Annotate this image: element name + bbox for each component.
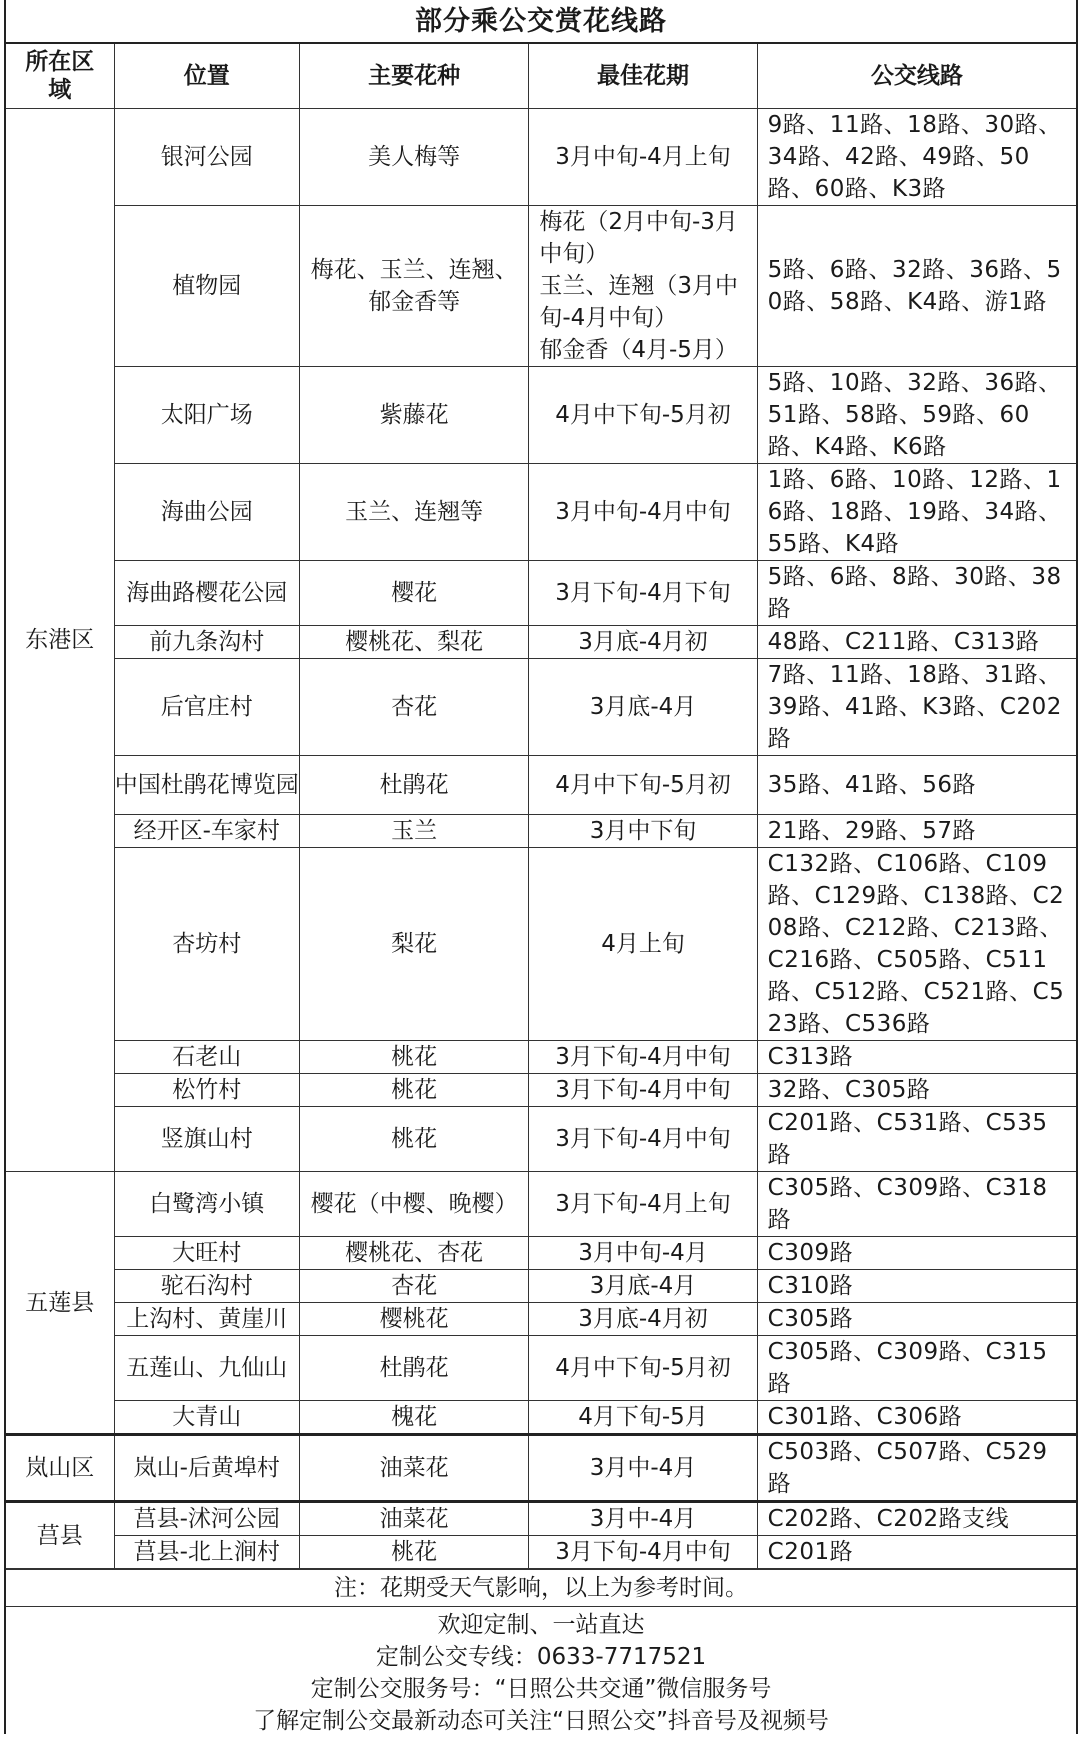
location-cell: 海曲路樱花公园 — [114, 561, 299, 626]
location-cell: 莒县-沭河公园 — [114, 1502, 299, 1536]
footer-line: 定制公交服务号：“日照公共交通”微信服务号 — [310, 1676, 772, 1702]
period-cell: 4月上旬 — [529, 848, 757, 1041]
region-cell: 莒县 — [6, 1502, 114, 1569]
period-cell: 3月中-4月 — [529, 1435, 757, 1502]
flowers-cell: 樱花（中樱、晚樱） — [299, 1172, 528, 1237]
location-cell: 松竹村 — [114, 1074, 299, 1107]
period-cell: 3月底-4月初 — [529, 626, 757, 659]
route-sheet — [4, 0, 1078, 1734]
period-cell: 3月下旬-4月中旬 — [529, 1107, 757, 1172]
period-cell: 3月下旬-4月上旬 — [529, 1172, 757, 1237]
location-cell: 石老山 — [114, 1041, 299, 1074]
table-row — [6, 1107, 1076, 1172]
flowers-cell: 桃花 — [299, 1536, 528, 1569]
routes-cell: C202路、C202路支线 — [757, 1502, 1076, 1536]
period-cell: 3月中-4月 — [529, 1502, 757, 1536]
routes-cell: C313路 — [757, 1041, 1076, 1074]
flowers-cell: 杏花 — [299, 1270, 528, 1303]
header-location: 位置 — [114, 44, 299, 109]
period-cell: 3月下旬-4月下旬 — [529, 561, 757, 626]
routes-cell: 48路、C211路、C313路 — [757, 626, 1076, 659]
footnote: 注：花期受天气影响，以上为参考时间。 — [6, 1569, 1076, 1607]
location-cell: 驼石沟村 — [114, 1270, 299, 1303]
period-cell: 4月中下旬-5月初 — [529, 1336, 757, 1401]
table-header-row — [6, 44, 1076, 109]
period-cell: 3月中旬-4月上旬 — [529, 109, 757, 206]
period-cell: 3月中下旬 — [529, 815, 757, 848]
table-row — [6, 659, 1076, 756]
period-cell: 4月中下旬-5月初 — [529, 367, 757, 464]
period-cell: 3月中旬-4月中旬 — [529, 464, 757, 561]
region-cell: 五莲县 — [6, 1172, 114, 1435]
period-line: 梅花（2月中旬-3月中旬） — [539, 209, 738, 267]
routes-cell: C132路、C106路、C109路、C129路、C138路、C208路、C212路、C213路、C216路、C505路、C511路、C512路、C521路、C523路、C536路 — [757, 848, 1076, 1041]
table-row — [6, 1237, 1076, 1270]
location-cell: 中国杜鹃花博览园 — [114, 756, 299, 815]
location-cell: 植物园 — [114, 206, 299, 367]
table-row — [6, 1270, 1076, 1303]
table-row — [6, 1336, 1076, 1401]
flowers-cell: 樱桃花、梨花 — [299, 626, 528, 659]
routes-cell: C201路、C531路、C535路 — [757, 1107, 1076, 1172]
table-row — [6, 1303, 1076, 1336]
period-line: 玉兰、连翘（3月中旬-4月中旬） — [539, 273, 738, 331]
flowers-cell: 梨花 — [299, 848, 528, 1041]
period-line: 郁金香（4月-5月） — [539, 337, 738, 363]
location-cell: 海曲公园 — [114, 464, 299, 561]
header-routes: 公交线路 — [757, 44, 1076, 109]
location-cell: 白鹭湾小镇 — [114, 1172, 299, 1237]
table-row — [6, 1074, 1076, 1107]
table-row — [6, 1041, 1076, 1074]
routes-cell: 1路、6路、10路、12路、16路、18路、19路、34路、55路、K4路 — [757, 464, 1076, 561]
routes-cell: C503路、C507路、C529路 — [757, 1435, 1076, 1502]
routes-cell: 21路、29路、57路 — [757, 815, 1076, 848]
flowers-cell: 紫藤花 — [299, 367, 528, 464]
table-row — [6, 1502, 1076, 1536]
footer-line: 了解定制公交最新动态可关注“日照公交”抖音号及视频号 — [253, 1708, 829, 1734]
routes-cell: C301路、C306路 — [757, 1401, 1076, 1435]
table-row — [6, 848, 1076, 1041]
table-row — [6, 109, 1076, 206]
table-row — [6, 1536, 1076, 1569]
period-cell — [529, 206, 757, 367]
routes-cell: C310路 — [757, 1270, 1076, 1303]
header-region: 所在区域 — [6, 44, 114, 109]
table-row — [6, 206, 1076, 367]
flowers-cell: 杏花 — [299, 659, 528, 756]
table-row — [6, 367, 1076, 464]
routes-cell: 35路、41路、56路 — [757, 756, 1076, 815]
period-cell: 3月底-4月 — [529, 1270, 757, 1303]
flower-route-table — [6, 44, 1076, 1569]
period-cell: 4月中下旬-5月初 — [529, 756, 757, 815]
location-cell: 五莲山、九仙山 — [114, 1336, 299, 1401]
table-row — [6, 1435, 1076, 1502]
location-cell: 竖旗山村 — [114, 1107, 299, 1172]
period-cell: 3月底-4月 — [529, 659, 757, 756]
header-period: 最佳花期 — [529, 44, 757, 109]
location-cell: 后官庄村 — [114, 659, 299, 756]
flowers-cell: 樱桃花 — [299, 1303, 528, 1336]
footer — [6, 1607, 1076, 1737]
flowers-cell: 樱花 — [299, 561, 528, 626]
table-row — [6, 1401, 1076, 1435]
routes-cell: 7路、11路、18路、31路、39路、41路、K3路、C202路 — [757, 659, 1076, 756]
table-row — [6, 626, 1076, 659]
routes-cell: 5路、6路、8路、30路、38路 — [757, 561, 1076, 626]
period-cell: 3月下旬-4月中旬 — [529, 1074, 757, 1107]
flowers-cell: 梅花、玉兰、连翘、郁金香等 — [299, 206, 528, 367]
routes-cell: C305路 — [757, 1303, 1076, 1336]
period-cell: 3月下旬-4月中旬 — [529, 1041, 757, 1074]
location-cell: 前九条沟村 — [114, 626, 299, 659]
period-cell: 3月底-4月初 — [529, 1303, 757, 1336]
location-cell: 银河公园 — [114, 109, 299, 206]
page-title: 部分乘公交赏花线路 — [6, 0, 1076, 44]
table-row — [6, 756, 1076, 815]
flowers-cell: 杜鹃花 — [299, 756, 528, 815]
location-cell: 大青山 — [114, 1401, 299, 1435]
location-cell: 杏坊村 — [114, 848, 299, 1041]
footer-line: 定制公交专线：0633-7717521 — [375, 1644, 707, 1670]
flowers-cell: 杜鹃花 — [299, 1336, 528, 1401]
region-cell: 岚山区 — [6, 1435, 114, 1502]
routes-cell: 5路、10路、32路、36路、51路、58路、59路、60路、K4路、K6路 — [757, 367, 1076, 464]
location-cell: 经开区-车家村 — [114, 815, 299, 848]
routes-cell: C309路 — [757, 1237, 1076, 1270]
flowers-cell: 桃花 — [299, 1041, 528, 1074]
period-cell: 3月下旬-4月中旬 — [529, 1536, 757, 1569]
footer-line: 欢迎定制、一站直达 — [437, 1612, 645, 1638]
flowers-cell: 玉兰、连翘等 — [299, 464, 528, 561]
flowers-cell: 美人梅等 — [299, 109, 528, 206]
routes-cell: 32路、C305路 — [757, 1074, 1076, 1107]
flowers-cell: 玉兰 — [299, 815, 528, 848]
table-row — [6, 561, 1076, 626]
flowers-cell: 桃花 — [299, 1074, 528, 1107]
routes-cell: 9路、11路、18路、30路、34路、42路、49路、50路、60路、K3路 — [757, 109, 1076, 206]
flowers-cell: 樱桃花、杏花 — [299, 1237, 528, 1270]
routes-cell: C201路 — [757, 1536, 1076, 1569]
routes-cell: 5路、6路、32路、36路、50路、58路、K4路、游1路 — [757, 206, 1076, 367]
table-row — [6, 815, 1076, 848]
location-cell: 大旺村 — [114, 1237, 299, 1270]
region-cell: 东港区 — [6, 109, 114, 1172]
location-cell: 上沟村、黄崖川 — [114, 1303, 299, 1336]
flowers-cell: 桃花 — [299, 1107, 528, 1172]
location-cell: 莒县-北上涧村 — [114, 1536, 299, 1569]
header-flowers: 主要花种 — [299, 44, 528, 109]
table-row — [6, 464, 1076, 561]
period-cell: 4月下旬-5月 — [529, 1401, 757, 1435]
flowers-cell: 油菜花 — [299, 1435, 528, 1502]
location-cell: 岚山-后黄埠村 — [114, 1435, 299, 1502]
table-row — [6, 1172, 1076, 1237]
location-cell: 太阳广场 — [114, 367, 299, 464]
routes-cell: C305路、C309路、C315路 — [757, 1336, 1076, 1401]
flowers-cell: 槐花 — [299, 1401, 528, 1435]
period-cell: 3月中旬-4月 — [529, 1237, 757, 1270]
routes-cell: C305路、C309路、C318路 — [757, 1172, 1076, 1237]
flowers-cell: 油菜花 — [299, 1502, 528, 1536]
table-body — [6, 109, 1076, 1569]
